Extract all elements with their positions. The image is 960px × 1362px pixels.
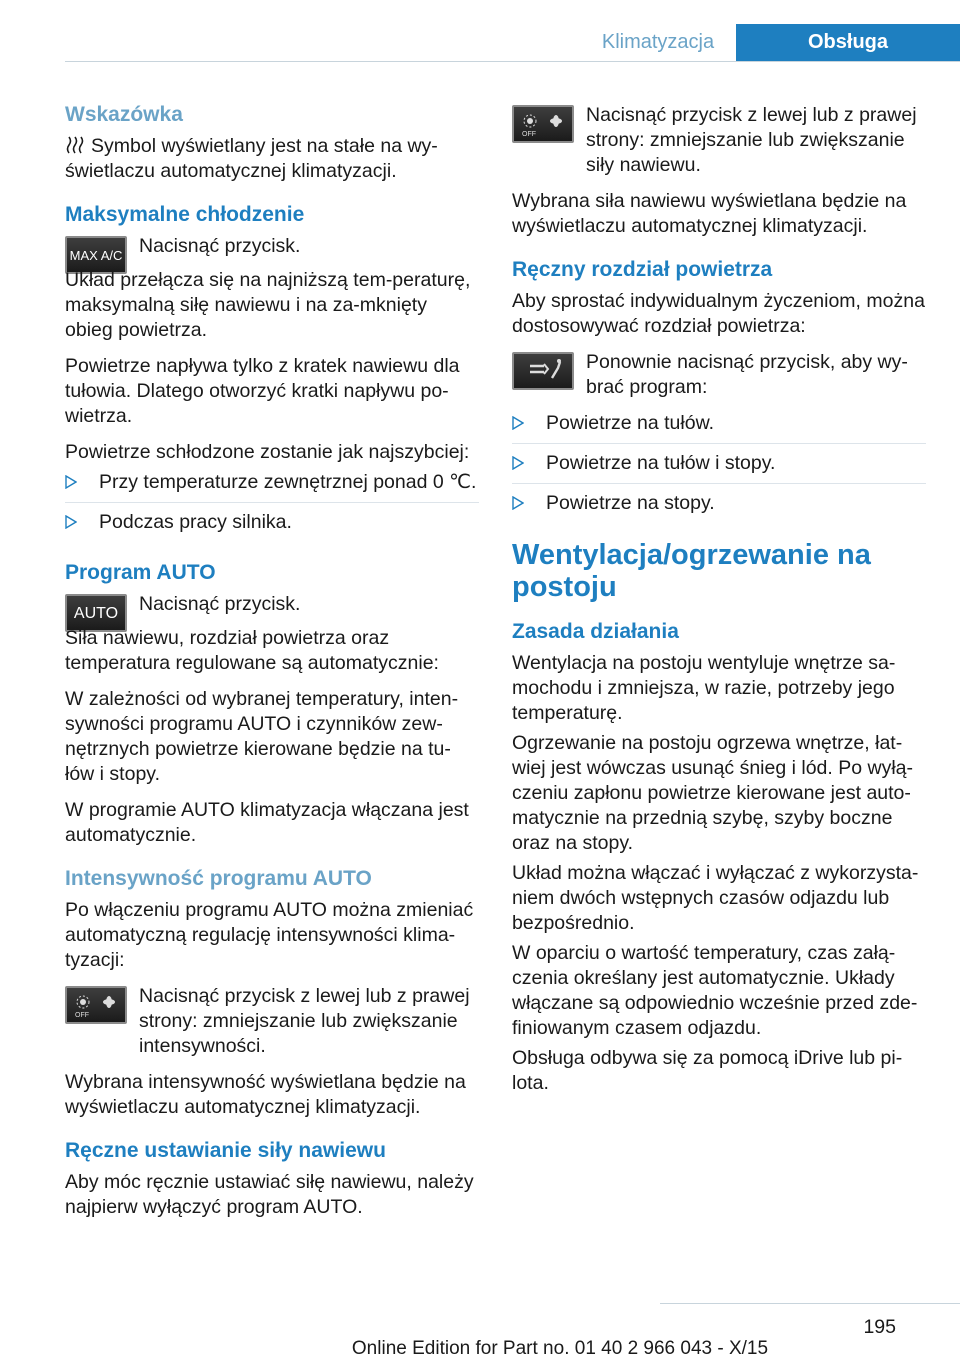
pr-p4: W oparciu o wartość temperatury, czas załą‐czenia określany jest automatycznie. Układy włączane są odpowiednio wcześnie przed zde‐finiowanym czasem odjazdu. bbox=[512, 942, 918, 1039]
int-p2: Nacisnąć przycisk z lewej lub z prawej strony: zmniejszanie lub zwiększanie intensywności. bbox=[139, 985, 470, 1057]
max-conditions-list bbox=[65, 470, 479, 542]
pr-p5: Obsługa odbywa się za pomocą iDrive lub pi‐lota. bbox=[512, 1047, 903, 1094]
list-item: Przy temperaturze zewnętrznej ponad 0 ℃. bbox=[65, 470, 479, 503]
triangle-bullet-icon bbox=[65, 475, 77, 489]
fan-p1: Aby móc ręcznie ustawiać siłę nawiewu, należy najpierw wyłączyć program AUTO. bbox=[65, 1171, 474, 1218]
dist-p1: Aby sprostać indywidualnym życzeniom, można dostosowywać rozdział powietrza: bbox=[512, 290, 925, 337]
fan-icon bbox=[69, 990, 123, 1020]
header-tab-klimatyzacja[interactable]: Klimatyzacja bbox=[601, 31, 715, 53]
note-title: Wskazówka bbox=[65, 103, 183, 126]
page-number: 195 bbox=[863, 1316, 896, 1338]
max-p2: Układ przełącza się na najniższą tem‐peraturę, maksymalną siłę nawiewu i na za‐mknięty obieg powietrza. bbox=[65, 269, 471, 341]
pr-p2: Ogrzewanie na postoju ogrzewa wnętrze, łat‐wiej jest wówczas usunąć śnieg i lód. Po wyłą‐czeniu zapłonu powietrze kierowane jest auto‐matycznie na przednią szybę, szyby boczne oraz na stopy. bbox=[512, 732, 914, 854]
int-p3: Wybrana intensywność wyświetlana będzie na wyświetlaczu automatycznej klimatyzacji. bbox=[65, 1071, 466, 1118]
left-column bbox=[65, 100, 479, 1236]
auto-section bbox=[65, 558, 479, 848]
air-distribution-icon bbox=[518, 356, 568, 386]
header-tab-obsluga[interactable]: Obsługa bbox=[736, 24, 960, 61]
max-p1: Nacisnąć przycisk. bbox=[139, 235, 301, 257]
air-distribution-section bbox=[512, 255, 926, 523]
air-distribution-title: Ręczny rozdział powietrza bbox=[512, 258, 773, 281]
list-item: Podczas pracy silnika. bbox=[65, 510, 479, 542]
pr-p1: Wentylacja na postoju wentyluje wnętrze sa‐mochodu i zmniejsza, w razie, potrzeby jego temperaturę. bbox=[512, 652, 896, 724]
fan-p3: Wybrana siła nawiewu wyświetlana będzie na wyświetlaczu automatycznej klimatyzacji. bbox=[512, 190, 907, 237]
ventilation-heading: Wentylacja/ogrzewanie na postoju bbox=[512, 539, 871, 603]
edition-footer: Online Edition for Part no. 01 40 2 966 043 - X/15 bbox=[351, 1338, 769, 1359]
manual-fan-title: Ręczne ustawianie siły nawiewu bbox=[65, 1139, 386, 1162]
note-text: Symbol wyświetlany jest na stałe na wy‐świetlaczu automatycznej klimatyzacji. bbox=[65, 135, 438, 182]
air-distribution-button[interactable] bbox=[512, 352, 574, 390]
manual-fan-cont bbox=[512, 103, 926, 239]
int-p1: Po włączeniu programu AUTO można zmieniać automatyczną regulację intensywności klima‐tyzacji: bbox=[65, 899, 474, 971]
fan-p2: Nacisnąć przycisk z lewej lub z prawej strony: zmniejszanie lub zwiększanie siły nawiewu. bbox=[586, 104, 917, 176]
heat-waves-icon bbox=[65, 135, 85, 155]
auto-p2: Siła nawiewu, rozdział powietrza oraz temperatura regulowane są automatycznie: bbox=[65, 627, 439, 674]
intensity-title: Intensywność programu AUTO bbox=[65, 867, 372, 890]
intensity-section bbox=[65, 864, 479, 1120]
auto-button[interactable]: AUTO bbox=[65, 594, 127, 632]
footer-rule bbox=[660, 1303, 960, 1304]
max-p4: Powietrze schłodzone zostanie jak najszybciej: bbox=[65, 441, 470, 463]
auto-p1: Nacisnąć przycisk. bbox=[139, 593, 301, 615]
principle-title: Zasada działania bbox=[512, 620, 679, 643]
max-cooling-title: Maksymalne chłodzenie bbox=[65, 203, 305, 226]
manual-fan-section bbox=[65, 1136, 479, 1220]
max-ac-button[interactable]: MAX A/C bbox=[65, 236, 127, 274]
pr-p3: Układ można włączać i wyłączać z wykorzysta‐niem dwóch wstępnych czasów odjazdu lub bezpośrednio. bbox=[512, 862, 919, 934]
distribution-list bbox=[512, 411, 926, 523]
triangle-bullet-icon bbox=[65, 515, 77, 529]
svg-text:OFF: OFF bbox=[75, 1012, 89, 1019]
max-p3: Powietrze napływa tylko z kratek nawiewu dla tułowia. Dlatego otworzyć kratki napływu po‐wietrza. bbox=[65, 355, 460, 427]
dist-p2: Ponownie nacisnąć przycisk, aby wy‐brać program: bbox=[586, 351, 908, 398]
principle-section bbox=[512, 617, 926, 1096]
auto-p3: W zależności od wybranej temperatury, inten‐sywności programu AUTO i czynników zew‐nętrznych powietrze kierowane będzie na tu‐łów i stopy. bbox=[65, 688, 459, 785]
fan-rocker-button-2[interactable] bbox=[512, 105, 574, 143]
triangle-bullet-icon bbox=[512, 456, 524, 470]
note-section bbox=[65, 100, 479, 184]
triangle-bullet-icon bbox=[512, 416, 524, 430]
right-column bbox=[512, 103, 926, 1112]
max-cooling-section bbox=[65, 200, 479, 542]
list-item: Powietrze na tułów i stopy. bbox=[512, 451, 926, 484]
svg-text:OFF: OFF bbox=[522, 131, 536, 138]
header-rule bbox=[65, 61, 960, 62]
fan-icon bbox=[516, 109, 570, 139]
auto-title: Program AUTO bbox=[65, 561, 216, 584]
triangle-bullet-icon bbox=[512, 496, 524, 510]
list-item: Powietrze na tułów. bbox=[512, 411, 926, 444]
list-item: Powietrze na stopy. bbox=[512, 491, 926, 523]
auto-p4: W programie AUTO klimatyzacja włączana jest automatycznie. bbox=[65, 799, 469, 846]
fan-rocker-button[interactable] bbox=[65, 986, 127, 1024]
